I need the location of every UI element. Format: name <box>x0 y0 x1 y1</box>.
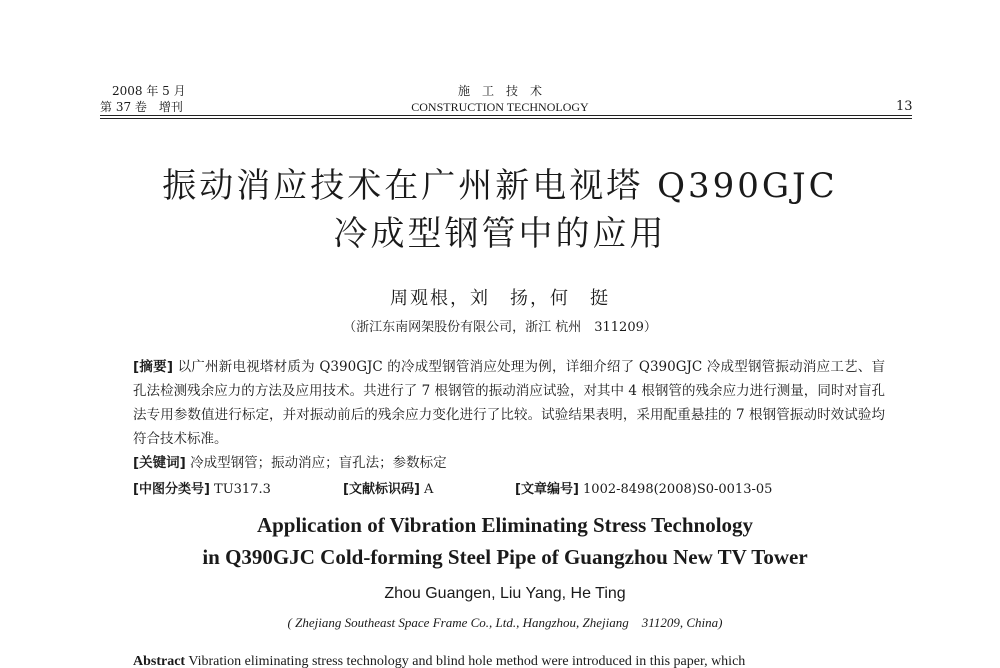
header-volume: 第 37 卷 增刊 <box>100 100 183 114</box>
title-en-line1: Application of Vibration Eliminating Stress Technology <box>256 513 754 537</box>
title-cn-line2: 冷成型钢管中的应用 <box>333 214 667 254</box>
authors-en: Zhou Guangen, Liu Yang, He Ting <box>384 585 626 602</box>
doc-code <box>343 478 433 497</box>
affiliation-cn: （浙江东南网架股份有限公司，浙江 杭州 311209） <box>343 320 657 335</box>
header-date: 2008 年 5 月 <box>112 84 186 98</box>
page-number: 13 <box>896 99 913 114</box>
title-cn-line1: 振动消应技术在广州新电视塔 Q390GJC <box>162 166 838 206</box>
clc-label: [中图分类号] <box>133 482 210 497</box>
article-number-value: 1002-8498(2008)S0-0013-05 <box>583 482 773 497</box>
abstract-cn-label: [摘要] <box>133 359 174 375</box>
keywords-cn-label: [关键词] <box>133 455 186 471</box>
authors-cn: 周观根，刘 扬，何 挺 <box>390 288 610 309</box>
header-rule <box>100 115 912 116</box>
doc-code-label: [文献标识码] <box>343 482 420 497</box>
abstract-en-text: Vibration eliminating stress technology and blind hole method were introduced in this paper, which <box>188 654 746 668</box>
article-number <box>515 478 772 497</box>
article-number-label: [文章编号] <box>515 482 579 497</box>
header-journal-cn: 施 工 技 术 <box>457 84 542 98</box>
doc-code-value: A <box>424 482 434 497</box>
keywords-cn-text: 冷成型钢管；振动消应；盲孔法；参数标定 <box>190 455 447 471</box>
title-en-line2: in Q390GJC Cold-forming Steel Pipe of Guangzhou New TV Tower <box>202 545 808 569</box>
header-journal-en: CONSTRUCTION TECHNOLOGY <box>411 100 589 114</box>
abstract-cn <box>133 355 885 475</box>
abstract-en-label: Abstract <box>133 654 186 668</box>
clc-number <box>133 478 271 497</box>
clc-value: TU317.3 <box>214 482 271 497</box>
affiliation-en: ( Zhejiang Southeast Space Frame Co., Ltd., Hangzhou, Zhejiang 311209, China) <box>287 615 723 630</box>
abstract-cn-text: 以广州新电视塔材质为 Q390GJC 的冷成型钢管消应处理为例，详细介绍了 Q390GJC 冷成型钢管振动消应工艺、盲孔法检测残余应力的方法及应用技术。共进行了 7 根钢管的振动消应试验，对其中 4 根钢管的残余应力进行测量，同时对盲孔法专用参数值进行标定，并对振动前后的残余应力变化进行了比较。试验结果表明，采用配重悬挂的 7 根钢管振动时效试验均符合技术标准。 <box>133 359 886 447</box>
header-rule-double <box>100 118 912 119</box>
